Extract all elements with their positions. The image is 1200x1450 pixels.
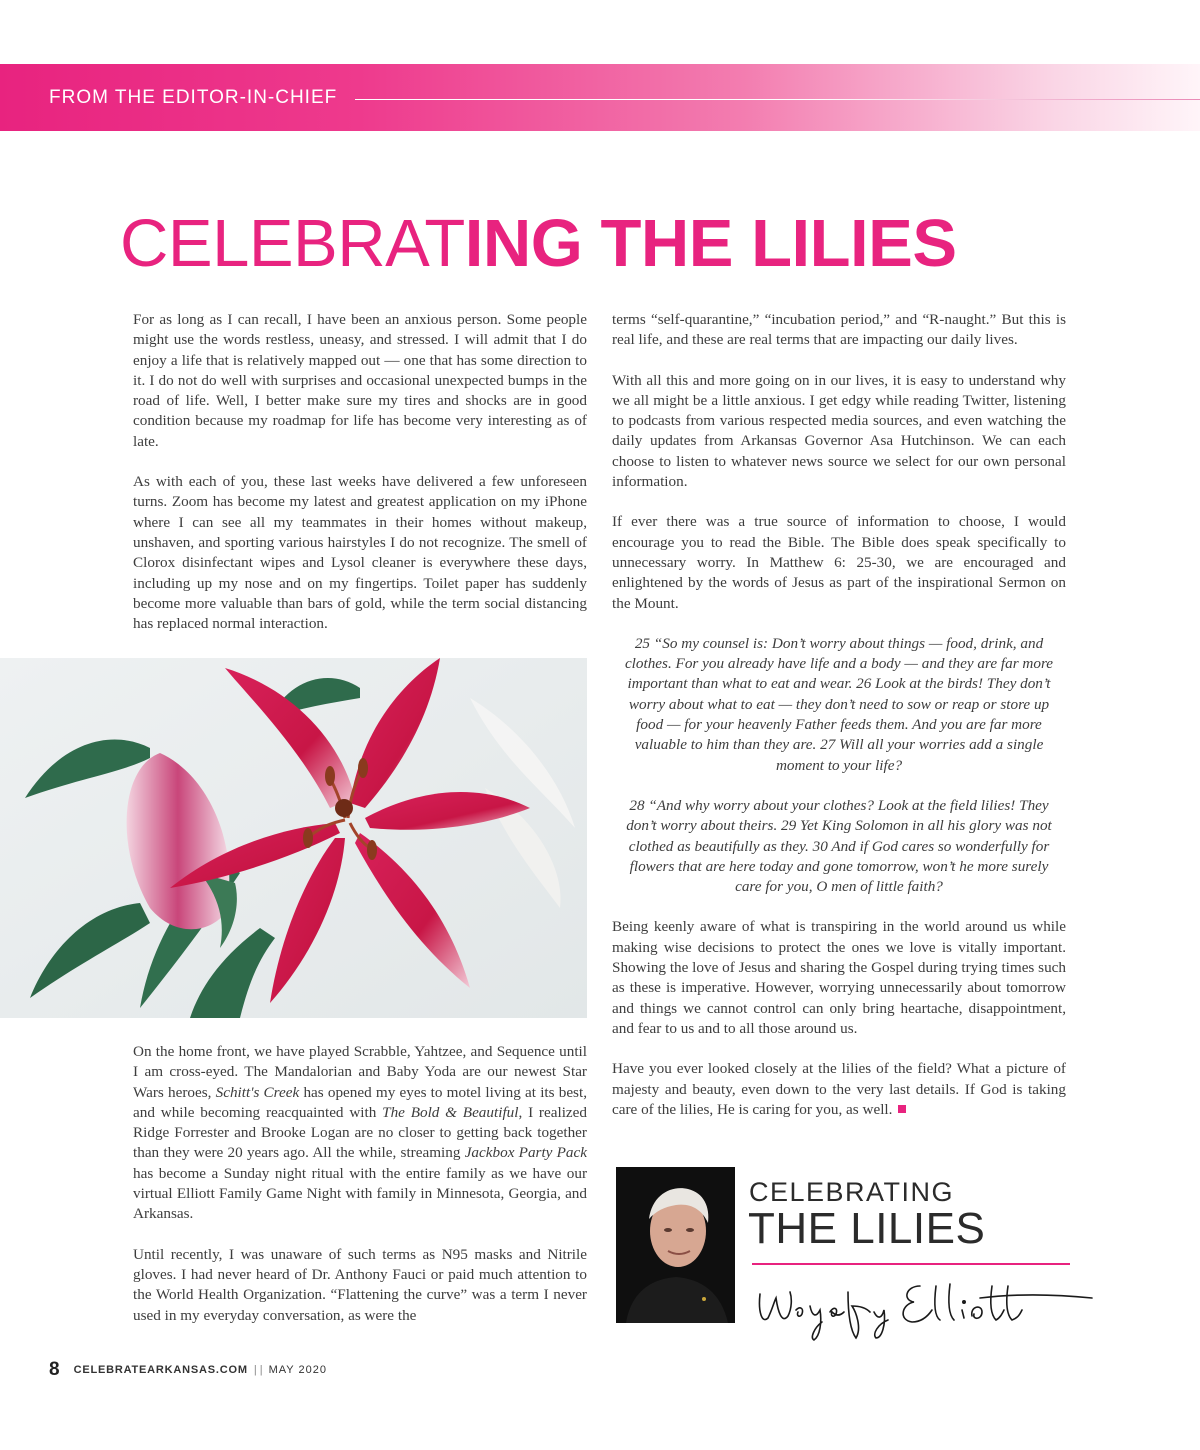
text-run: has opened my eyes to motel living at its best, and while becoming reacquainted with [133,1083,587,1121]
paragraph: For as long as I can recall, I have been an anxious person. Some people might use the words restless, uneasy, and stressed. I will admit that I do enjoy a life that is relatively mapped out — one that has some direction to it. I do not do well with surprises and occasional unexpected bumps in the road of life. Well, I better make sure my tires and shocks are in good condition because my roadmap for life has become very interesting as of late. [133,311,587,450]
article-column-right [612,310,1066,1120]
lily-photo [0,658,587,1018]
paragraph: terms “self-quarantine,” “incubation period,” and “R-naught.” But this is real life, and these are real terms that are impacting our daily lives. [612,311,1066,349]
paragraph [133,1042,587,1225]
show-title: The Bold & Beautiful [382,1103,519,1121]
paragraph: Being keenly aware of what is transpiring in the world around us while making wise decisions to protect the ones we love is vitally important. Showing the love of Jesus and sharing the Gospel during trying times such as these is imperative. However, worrying unnecessarily about tomorrow and things we cannot control can only bring heartache, disappointment, and fear to us and to all those around us. [612,918,1066,1037]
paragraph: As with each of you, these last weeks have delivered a few unforeseen turns. Zoom has become my latest and greatest application on my iPhone where I can see all my teammates in their homes without makeup, unshaven, and sporting various hairstyles I do not recognize. The smell of Clorox disinfectant wipes and Lysol cleaner is everywhere these days, including up my nose and on my fingertips. Toilet paper has suddenly become more valuable than bars of gold, while the term social distancing has replaced normal interaction. [133,473,587,633]
paragraph: With all this and more going on in our lives, it is easy to understand why we all might be a little anxious. I get edgy while reading Twitter, listening to podcasts from various respected media sources, and even watching the daily updates from Arkansas Governor Asa Hutchinson. We can each choose to listen to whatever news source we select for our own personal information. [612,371,1066,491]
show-title: Jackbox Party Pack [464,1144,588,1162]
paragraph: Until recently, I was unaware of such terms as N95 masks and Nitrile gloves. I had never heard of Dr. Anthony Fauci or paid much attention to the World Health Organization. “Flattening the curve” was a term I never used in my everyday conversation, as were the [133,1245,587,1324]
scripture-quote: 25 “So my counsel is: Don’t worry about things — food, drink, and clothes. For you already have life and a body — and they are far more important than what to eat and wear. 26 Look at the birds! They don’t worry about what to eat — they don’t need to sow or reap or store up food — for your heavenly Father feeds them. And you are far more valuable to him than they are. 27 Will all your worries add a single moment to your life? [624,634,1054,774]
lily-illustration [0,658,587,1018]
article-column-left-top [133,310,587,634]
article-column-left-bottom [133,1042,587,1326]
author-signature [752,1272,1102,1342]
footer-separator: | | [253,1364,263,1376]
author-portrait-illustration [616,1167,735,1323]
signoff-title-line2: THE LILIES [748,1204,986,1253]
text-run: has become a Sunday night ritual with the entire family as we have our virtual Elliott Family Game Night with family in Minnesota, Georgia, and Arkansas. [133,1164,587,1223]
signoff-divider [752,1263,1070,1265]
scripture-quote: 28 “And why worry about your clothes? Look at the field lilies! They don’t worry about theirs. 29 Yet King Solomon in all his glory was not clothed as beautifully as they. 30 And if God cares so wonderfully for flowers that are here today and gone tomorrow, won’t he more surely care for you, O men of little faith? [626,796,1052,896]
show-title: Schitt's Creek [215,1083,300,1101]
page-number: 8 [49,1359,60,1380]
issue-date: MAY 2020 [268,1364,327,1376]
signoff-title-line1: CELEBRATING [749,1177,955,1207]
paragraph: If ever there was a true source of information to choose, I would encourage you to read the Bible. The Bible does speak specifically to unnecessary worry. In Matthew 6: 25-30, we are encouraged and enlightened by the words of Jesus as part of the inspirational Sermon on the Mount. [612,513,1066,612]
website-url: CELEBRATEARKANSAS.COM [73,1364,248,1376]
signature-illustration [752,1272,1102,1342]
page-title [120,206,1080,282]
banner-divider [355,99,1200,100]
title-light-part: CELEBRAT [120,206,465,281]
author-portrait [616,1167,735,1323]
text-run: Have you ever looked closely at the lilies of the field? What a picture of majesty and beauty, even down to the very last details. If God is taking care of the lilies, He is caring for you, as well. [612,1060,1066,1118]
title-bold-part: ING THE LILIES [464,206,957,281]
text-run: , I realized Ridge Forrester and Brooke Logan are no closer to getting back together than they were 20 years ago. All the while, streaming [133,1103,587,1162]
paragraph [612,1059,1066,1120]
page-footer [49,1359,327,1380]
end-of-article-icon [898,1105,906,1113]
section-label: FROM THE EDITOR-IN-CHIEF [49,87,338,108]
text-run: On the home front, we have played Scrabble, Yahtzee, and Sequence until I am cross-eyed. The Mandalorian and Baby Yoda are our newest Star Wars heroes, [133,1043,587,1101]
